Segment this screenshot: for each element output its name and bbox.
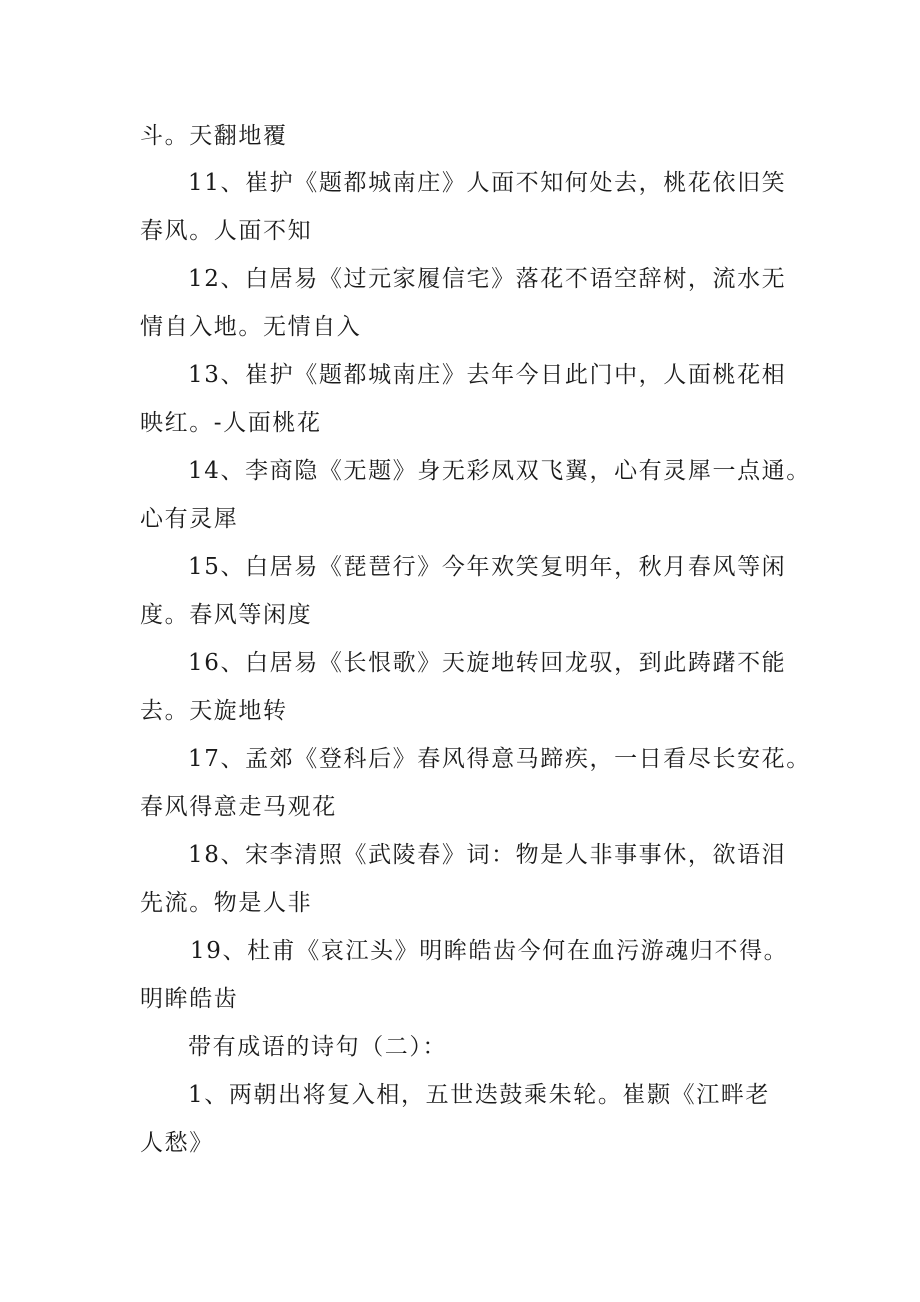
paragraph-15-line-2: 度。春风等闲度 xyxy=(140,602,313,628)
section-heading: 带有成语的诗句（二）： xyxy=(188,1034,448,1060)
paragraph-11-line-2: 春风。人面不知 xyxy=(140,218,313,244)
paragraph-16-line-2: 去。天旋地转 xyxy=(140,698,288,724)
paragraph-18-line-1: 18、宋李清照《武陵春》词：物是人非事事休，欲语泪 xyxy=(188,842,787,868)
paragraph-19-line-2: 明眸皓齿 xyxy=(140,986,239,1012)
paragraph-14-line-1: 14、李商隐《无题》身无彩凤双飞翼，心有灵犀一点通。 xyxy=(188,458,811,484)
paragraph-17-line-2: 春风得意走马观花 xyxy=(140,794,337,820)
paragraph-1-line-1: 1、两朝出将复入相，五世迭鼓乘朱轮。崔颢《江畔老 xyxy=(188,1082,771,1108)
paragraph-14-line-2: 心有灵犀 xyxy=(140,506,239,532)
paragraph-19-line-1: 19、杜甫《哀江头》明眸皓齿今何在血污游魂归不得。 xyxy=(190,938,789,964)
paragraph-11-line-1: 11、崔护《题都城南庄》人面不知何处去，桃花依旧笑 xyxy=(188,170,787,196)
paragraph-1-line-2: 人愁》 xyxy=(140,1130,214,1156)
paragraph-15-line-1: 15、白居易《琵琶行》今年欢笑复明年，秋月春风等闲 xyxy=(188,554,787,580)
paragraph-16-line-1: 16、白居易《长恨歌》天旋地转回龙驭，到此踌躇不能 xyxy=(188,650,787,676)
paragraph-13-line-2: 映红。-人面桃花 xyxy=(140,410,322,436)
paragraph-18-line-2: 先流。物是人非 xyxy=(140,890,313,916)
paragraph-17-line-1: 17、孟郊《登科后》春风得意马蹄疾，一日看尽长安花。 xyxy=(188,746,811,772)
paragraph-12-line-2: 情自入地。无情自入 xyxy=(140,314,362,340)
continuation-text: 斗。天翻地覆 xyxy=(140,123,288,149)
paragraph-13-line-1: 13、崔护《题都城南庄》去年今日此门中，人面桃花相 xyxy=(188,362,787,388)
paragraph-12-line-1: 12、白居易《过元家履信宅》落花不语空辞树，流水无 xyxy=(188,266,787,292)
